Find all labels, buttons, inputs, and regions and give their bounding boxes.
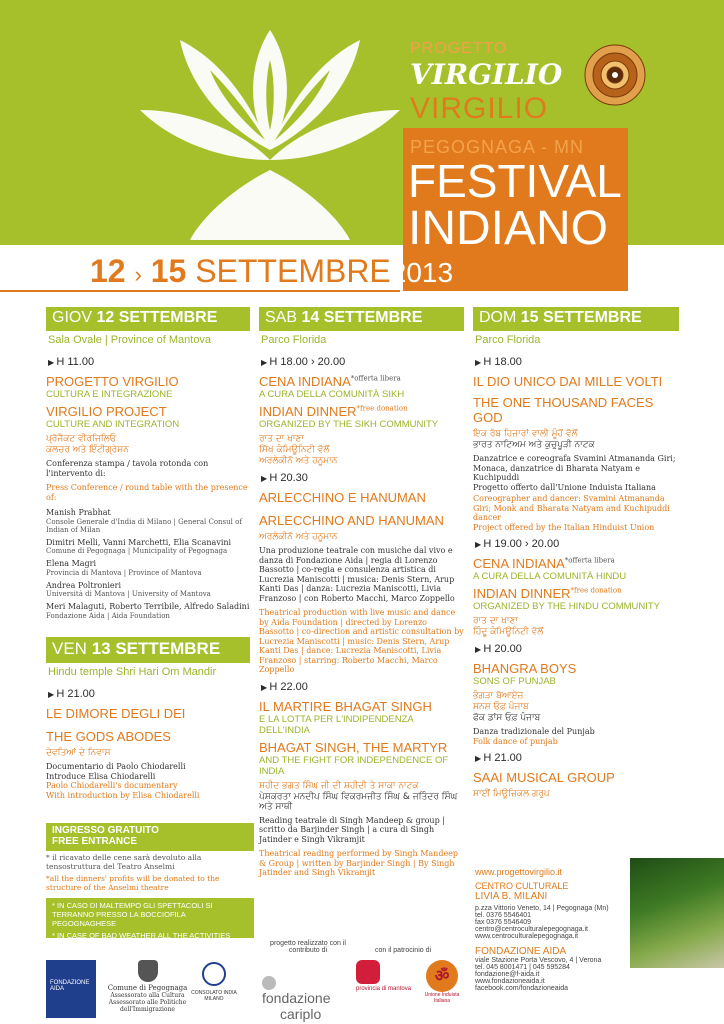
event-title-it: PROGETTO VIRGILIO bbox=[46, 374, 179, 389]
festival-title: FESTIVAL bbox=[408, 155, 622, 207]
cariplo-name-1: fondazione bbox=[262, 990, 331, 1007]
unione-induista-name: Unione Induista Italiana bbox=[424, 992, 460, 1004]
event-title-en: BHAGAT SINGH, THE MARTYR bbox=[259, 739, 448, 755]
location-label: PEGOGNAGA - MN bbox=[410, 137, 585, 157]
date-year: 2013 bbox=[390, 257, 454, 288]
aida-facebook[interactable]: facebook.com/fondazioneaida bbox=[475, 985, 569, 992]
tree-photo bbox=[630, 858, 724, 968]
note-it: * il ricavato delle cene sarà devoluto alla tensostruttura del Teatro Anselmi bbox=[46, 853, 202, 871]
event-description-it: Reading teatrale di Singh Mandeep & group | scritto da Barjinder Singh | a cura di Singh Jatinder e Singh Vikramjit bbox=[259, 815, 445, 844]
event-description-en: Paolo Chiodarelli's documentary bbox=[46, 781, 178, 790]
comune-name: Comune di Pegognaga bbox=[107, 984, 188, 992]
column-day-12 bbox=[46, 307, 250, 620]
event-time: ▶ H 20.30 bbox=[261, 472, 464, 484]
note-en: *all the dinners' profits will be donated to the structure of the Anselmi theatre bbox=[46, 874, 220, 892]
punjabi-line: ਅਰਲੇਕੀਨੋ ਅਤੇ ਹਨੂਮਾਨ bbox=[259, 456, 338, 466]
event-description-en-2: With introduction by Elisa Chiodarelli bbox=[46, 790, 200, 800]
event-description-it: Una produzione teatrale con musiche dal vivo e danza di Fondazione Aida | regia di Lorenzo Bassotto | co-regia e consulenza artistica di Lucrezia Maniscotti | musica: Denis Stern, Arup Kanti Das | danza: Lucrezia Maniscotti, Livia Franzoso | con Roberto Macchi, Marco Zoppello bbox=[259, 546, 455, 603]
patrocinio-label: con il patrocinio di bbox=[375, 947, 432, 954]
comune-sub: Assessorato alla Cultura Assessorato alle Politiche dell'Immigrazione bbox=[108, 992, 187, 1013]
event-time: ▶ H 11.00 bbox=[48, 356, 250, 368]
day-header-12 bbox=[46, 307, 250, 331]
venue-label: Parco Florida bbox=[475, 334, 541, 346]
venue-label: Hindu temple Shri Hari Om Mandir bbox=[48, 666, 217, 678]
event-time: ▶ H 21.00 bbox=[48, 688, 250, 700]
speaker-role: Fondazione Aida | Aida Foundation bbox=[46, 611, 170, 620]
cariplo-name-2: cariplo bbox=[280, 1006, 322, 1023]
punjabi-line: ਪੇਸ਼ਕਰਤਾ ਮਨਦੀਪ ਸਿੰਘ ਵਿਕਰਮਜੀਤ ਸਿੰਘ & ਜਤਿੰਦਰ ਸਿੰਘ ਅਤੇ ਸਾਥੀ bbox=[259, 791, 458, 812]
coat-of-arms-icon bbox=[138, 960, 158, 982]
event-subtitle-it: A CURA DELLA COMUNITÀ HINDU bbox=[473, 571, 627, 582]
speaker-name: Elena Magri bbox=[46, 559, 97, 568]
punjabi-line: ਹਿੰਦੂ ਕੰਮਿਊਨਿਟੀ ਵੱਲੋਂ bbox=[473, 627, 544, 637]
column-day-14 bbox=[259, 307, 464, 883]
day-date: 12 SETTEMBRE bbox=[96, 309, 218, 326]
day-name: GIOV bbox=[52, 309, 93, 326]
event-description-it: Conferenza stampa / tavola rotonda con l'intervento di: bbox=[46, 459, 209, 478]
speaker-role: Provincia di Mantova | Province of Mantova bbox=[46, 568, 202, 577]
event-description-it-2: Progetto offerto dall'Unione Induista Italiana bbox=[473, 482, 656, 492]
event-title-it: LE DIMORE DEGLI DEI bbox=[46, 706, 186, 721]
dinner-title-en: INDIAN DINNER bbox=[473, 586, 571, 601]
dinner-note: *offerta libera bbox=[350, 374, 401, 383]
event-title-en bbox=[259, 404, 464, 419]
event-subtitle-en: ORGANIZED BY THE HINDU COMMUNITY bbox=[473, 601, 661, 612]
weather-note-en: * IN CASE OF BAD WEATHER ALL THE ACTIVITIES WILL BE REALIZED AT BOCCIOFILA PEGOGNAGHESE bbox=[52, 931, 244, 949]
day-date: 13 SETTEMBRE bbox=[91, 639, 221, 658]
dinner-note-en: *free donation bbox=[356, 404, 408, 413]
event-subtitle-punjabi: ਕਲਚਰ ਅਤੇ ਇੰਟੀਗ੍ਰੇਸ਼ਨ bbox=[46, 445, 129, 455]
punjabi-line: ਭੰਗੜਾ ਬੋਆਏਜ਼ bbox=[473, 691, 524, 701]
provincia-name: provincia di mantova bbox=[356, 986, 412, 992]
event-description-en: Folk dance of punjab bbox=[473, 736, 558, 746]
festival-dates bbox=[90, 253, 453, 290]
centro-tel: tel. 0376 5546401 bbox=[475, 912, 532, 919]
column-day-13 bbox=[46, 637, 250, 805]
speaker-role: Comune di Pegognaga | Municipality of Pegognaga bbox=[46, 547, 228, 555]
punjabi-line: ਰਾਤ ਦਾ ਖਾਣਾ bbox=[473, 616, 518, 626]
centro-address: p.zza Vittorio Veneto, 14 | Pegognaga (Mn) bbox=[475, 905, 609, 912]
centro-fax: fax 0376 5546409 bbox=[475, 919, 532, 926]
punjabi-line: ਸਿੱਖ ਕੰਮਿਊਨਿਟੀ ਵੱਲੋਂ bbox=[259, 445, 330, 455]
event-title: SAAI MUSICAL GROUP bbox=[473, 770, 615, 785]
centro-label: CENTRO CULTURALE bbox=[475, 881, 569, 891]
event-title-en: THE GODS ABODES bbox=[46, 729, 171, 744]
event-subtitle-it: E LA LOTTA PER L'INDIPENDENZA DELL'INDIA bbox=[259, 713, 414, 736]
speaker-name: Manish Prabhat bbox=[46, 508, 111, 517]
event-time: ▶ H 18.00 › 20.00 bbox=[261, 356, 464, 368]
event-subtitle-en: AND THE FIGHT FOR INDEPENDENCE OF INDIA bbox=[259, 754, 449, 777]
event-description-en-2: Project offered by the Italian Hinduist Union bbox=[473, 522, 655, 532]
speaker-name: Andrea Poltronieri bbox=[46, 580, 122, 590]
event-title-punjabi: ਅਰਲੇਕੀਨੋ ਅਤੇ ਹਨੂਮਾਨ bbox=[259, 532, 338, 542]
speaker-role: Console Generale d'India di Milano | General Consul of Indian of Milan bbox=[46, 517, 242, 534]
punjabi-line: ਇਕ ਰੱਬ ਹਿਜ਼ਾਰਾਂ ਵਾਲੀ ਮੂੰਹੋਂ ਵੱਲੋਂ bbox=[473, 429, 578, 439]
event-subtitle-en: ORGANIZED BY THE SIKH COMMUNITY bbox=[259, 419, 439, 430]
free-entrance-en: FREE ENTRANCE bbox=[52, 836, 138, 847]
event-subtitle-it: CULTURA E INTEGRAZIONE bbox=[46, 389, 173, 400]
event-description-en: Coreographer and dancer: Svamini Atmananda Giri; Monk and Bharata Natyam and Kuchipuddi dancer bbox=[473, 494, 670, 522]
fondazione-aida-logo: FONDAZIONE AIDA bbox=[46, 960, 96, 1018]
comune-logo bbox=[105, 960, 190, 1018]
event-title-it bbox=[473, 556, 679, 571]
provincia-logo bbox=[356, 960, 416, 1018]
free-entrance-banner bbox=[46, 823, 254, 851]
provincia-icon bbox=[356, 960, 380, 984]
event-title-it: IL MARTIRE BHAGAT SINGH bbox=[259, 698, 432, 714]
virgilio-script-logo: VIRGILIO bbox=[410, 58, 563, 91]
punjabi-line: ਸਨਸ ਓਫ਼ ਪੰਜਾਬ bbox=[473, 702, 529, 712]
speaker-role: Università di Mantova | University of Mantova bbox=[46, 590, 211, 598]
event-subtitle: SONS OF PUNJAB bbox=[473, 676, 556, 687]
event-description-en: Press Conference / round table with the presence of: bbox=[46, 483, 248, 502]
day-header-14 bbox=[259, 307, 464, 331]
dinner-title-en: INDIAN DINNER bbox=[259, 404, 357, 419]
venue-label: Sala Ovale | Province of Mantova bbox=[48, 334, 212, 346]
virgilio-label: VIRGILIO bbox=[410, 92, 549, 125]
indiano-title: INDIANO bbox=[408, 202, 609, 255]
event-title-en: ARLECCHINO AND HANUMAN bbox=[259, 513, 444, 528]
mandala-medallion-icon bbox=[580, 40, 650, 110]
event-title-en bbox=[473, 586, 679, 601]
aida-address: viale Stazione Porta Vescovo, 4 | Verona bbox=[475, 957, 602, 964]
day-header-15 bbox=[473, 307, 679, 331]
punjabi-line: ਭਾਰਤ ਨਾਟਿਅਮ ਅਤੇ ਕੁਚੁਪੂੜੀ ਨਾਟਕ bbox=[473, 440, 595, 450]
event-description-en: Theatrical reading performed by Singh Mandeep & Group | written by Barjinder Singh | By Singh Jatinder and Singh Vikramjit bbox=[259, 849, 459, 877]
aida-web[interactable]: www.fondazioneaida.it bbox=[475, 978, 545, 985]
punjabi-line: ਸ਼ਹੀਦ ਭਗਤ ਸਿੰਘ ਜੀ ਦੀ ਸ਼ਹੀਦੀ ਤੇ ਸਾਕਾ ਨਾਟਕ bbox=[259, 780, 419, 791]
day-header-13 bbox=[46, 637, 250, 663]
unione-induista-logo bbox=[418, 960, 466, 1018]
day-name: SAB bbox=[265, 309, 298, 326]
bad-weather-banner bbox=[46, 898, 254, 949]
event-time: ▶ H 20.00 bbox=[475, 643, 679, 655]
progetto-label: PROGETTO bbox=[410, 40, 508, 57]
day-name: DOM bbox=[479, 309, 517, 326]
event-description-it: Danza tradizionale del Punjab bbox=[473, 727, 595, 736]
date-underline bbox=[0, 290, 400, 292]
realizzato-label: progetto realizzato con il contributo di bbox=[270, 940, 346, 954]
event-title-it bbox=[259, 374, 464, 389]
event-time: ▶ H 21.00 bbox=[475, 752, 679, 764]
event-time: ▶ H 22.00 bbox=[261, 681, 464, 693]
date-start: 12 bbox=[90, 253, 126, 289]
aida-name: FONDAZIONE AIDA bbox=[475, 946, 567, 957]
event-subtitle-it: A CURA DELLA COMUNITÀ SIKH bbox=[259, 389, 405, 400]
event-time: ▶ H 18.00 bbox=[475, 356, 679, 368]
date-month: SETTEMBRE bbox=[195, 253, 391, 289]
event-subtitle-en: CULTURE AND INTEGRATION bbox=[46, 419, 180, 430]
website-link[interactable]: www.progettovirgilio.it bbox=[475, 867, 563, 877]
punjabi-line: ਰਾਤ ਦਾ ਖਾਣਾ bbox=[259, 434, 304, 444]
punjabi-line: ਫੋਕ ਡਾਂਸ ਓਫ਼ ਪੰਜਾਬ bbox=[473, 713, 541, 723]
event-title-en: VIRGILIO PROJECT bbox=[46, 404, 167, 419]
event-description-en: Theatrical production with live music and dance by Aida Foundation | directed by Lorenzo Bassotto | co-direction and artistic consultation by Lucrezia Maniscotti | music: Denis Stern, Arup Kanti Das | dance: Lucrezia Maniscotti, Livia Franzoso | starring: Roberto Macchi, Marco Zoppello bbox=[259, 608, 464, 674]
event-title: BHANGRA BOYS bbox=[473, 661, 577, 676]
day-date: 14 SETTEMBRE bbox=[301, 309, 423, 326]
event-description-it: Documentario di Paolo Chiodarelli bbox=[46, 762, 186, 771]
centro-web[interactable]: www.centroculturalepegognaga.it bbox=[475, 933, 579, 940]
date-arrow: › bbox=[134, 262, 142, 287]
speaker-name: Dimitri Melli, Vanni Marchetti, Elia Scanavini bbox=[46, 537, 232, 547]
weather-note-it: * IN CASO DI MALTEMPO GLI SPETTACOLI SI TERRANNO PRESSO LA BOCCIOFILA PEGOGNAGHESE bbox=[52, 901, 213, 928]
event-title-it: IL DIO UNICO DAI MILLE VOLTI bbox=[473, 374, 663, 389]
aida-email[interactable]: fondazione@f-aida.it bbox=[475, 971, 540, 978]
dinner-title: CENA INDIANA bbox=[259, 374, 351, 389]
event-title-it: ARLECCHINO E HANUMAN bbox=[259, 490, 426, 505]
day-date: 15 SETTEMBRE bbox=[520, 309, 642, 326]
day-name: VEN bbox=[52, 639, 87, 658]
column-day-15 bbox=[473, 307, 679, 803]
event-time: ▶ H 19.00 › 20.00 bbox=[475, 538, 679, 550]
om-icon: ॐ bbox=[426, 960, 458, 992]
event-description-it-2: Introduce Elisa Chiodarelli bbox=[46, 771, 156, 781]
punjabi-line: ਸਾਈਂ ਮਿਊਜ਼ਿਕਲ ਗਰੁਪ bbox=[473, 789, 550, 799]
dinner-note-en: *free donation bbox=[570, 586, 622, 595]
free-entrance-it: INGRESSO GRATUITO bbox=[52, 825, 159, 836]
event-title-punjabi: ਪ੍ਰੋਜੈਕਟ ਵੀਰਜਿਲਿਓ bbox=[46, 434, 117, 444]
aida-tel: tel. 045 8001471 | 045 595284 bbox=[475, 964, 570, 971]
lotus-flower-illustration bbox=[120, 0, 420, 240]
cariplo-logo bbox=[262, 960, 342, 1023]
consolato-name: CONSOLATO INDIA MILANO bbox=[191, 990, 237, 1002]
dinner-title: CENA INDIANA bbox=[473, 556, 565, 571]
contact-block bbox=[475, 867, 615, 992]
dinner-note: *offerta libera bbox=[564, 556, 615, 565]
venue-label: Parco Florida bbox=[261, 334, 327, 346]
event-description-it: Danzatrice e coreografa Svamini Atmananda Giri; Monaca, danzatrice di Bharata Natyam e Kuchipuddi bbox=[473, 454, 676, 482]
date-end: 15 bbox=[150, 253, 187, 289]
centro-name: LIVIA B. MILANI bbox=[475, 891, 548, 902]
speaker-name: Meri Malaguti, Roberto Terribile, Alfredo Saladini bbox=[46, 602, 250, 611]
event-title-en: THE ONE THOUSAND FACES GOD bbox=[473, 395, 654, 425]
free-entrance-notes bbox=[46, 853, 256, 892]
centro-email[interactable]: centro@centroculturalepegognaga.it bbox=[475, 926, 588, 933]
event-title-punjabi: ਦੇਵਤਿਆਂ ਦੇ ਨਿਵਾਸ bbox=[46, 748, 111, 758]
cariplo-icon bbox=[262, 976, 276, 990]
consolato-logo bbox=[188, 960, 240, 1018]
consolato-emblem-icon bbox=[202, 962, 226, 986]
